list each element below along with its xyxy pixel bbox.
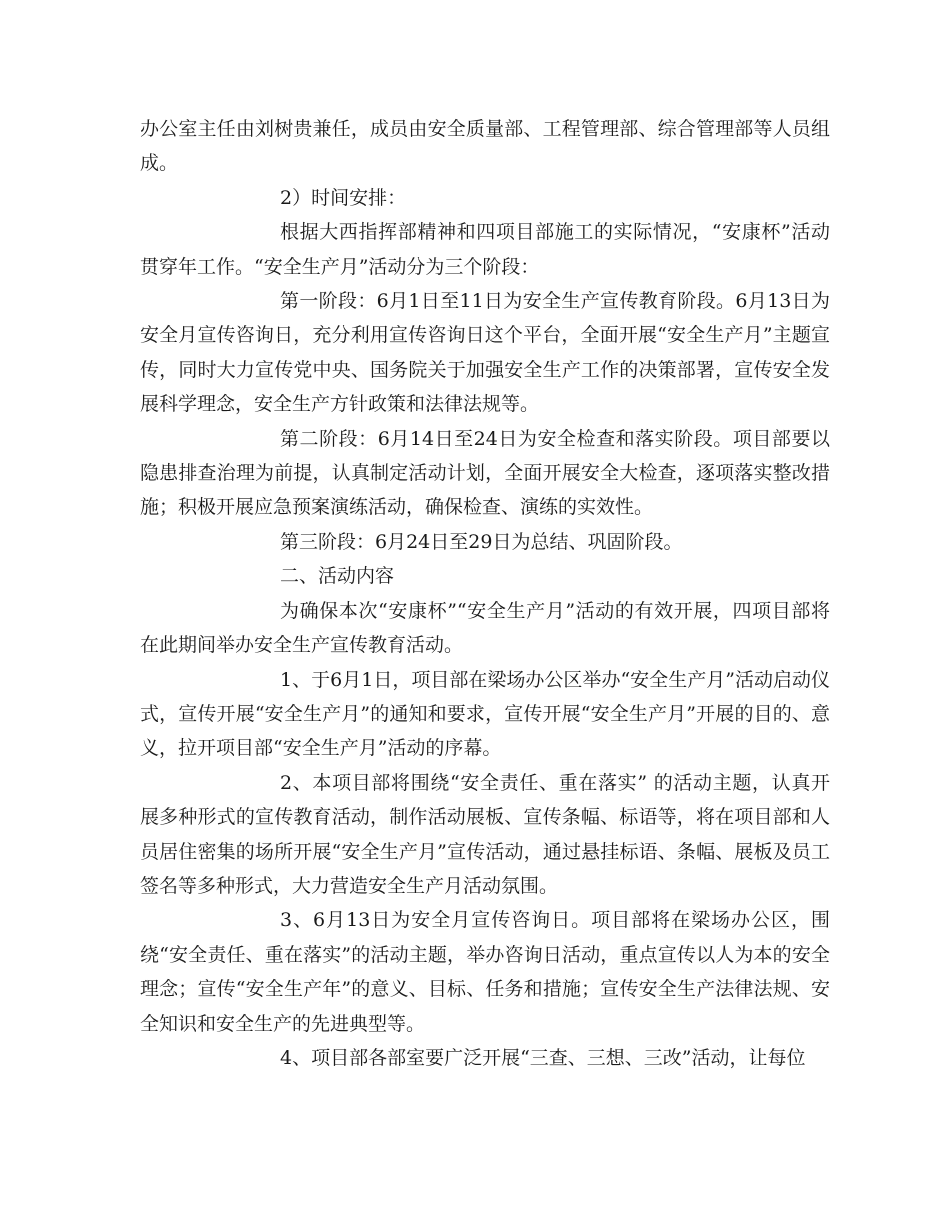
list-item: 2、本项目部将围绕“安全责任、重在落实” 的活动主题，认真开展多种形式的宣传教育活动，制作活动展板、宣传条幅、标语等，将在项目部和人员居住密集的场所开展“安全生产月”宣传活动，通过悬挂标语、条幅、展板及员工签名等多种形式，大力营造安全生产月活动氛围。 — [140, 771, 830, 897]
paragraph: 办公室主任由刘树贵兼任，成员由安全质量部、工程管理部、综合管理部等人员组成。 — [140, 118, 830, 175]
paragraph: 第三阶段：6月24日至29日为总结、巩固阶段。 — [280, 530, 683, 553]
paragraph: 2）时间安排： — [280, 186, 407, 209]
list-item: 1、于6月1日，项目部在梁场办公区举办“安全生产月”活动启动仪式，宣传开展“安全生产月”的通知和要求，宣传开展“安全生产月”开展的目的、意义，拉开项目部“安全生产月”活动的序幕。 — [140, 668, 830, 760]
paragraph: 第二阶段：6月14日至24日为安全检查和落实阶段。项目部要以隐患排查治理为前提，认真制定活动计划，全面开展安全大检查，逐项落实整改措施；积极开展应急预案演练活动，确保检查、演练的实效性。 — [140, 427, 830, 519]
document-body — [140, 112, 830, 1075]
list-item: 4、项目部各部室要广泛开展“三查、三想、三改”活动，让每位 — [280, 1046, 806, 1069]
paragraph: 根据大西指挥部精神和四项目部施工的实际情况，“安康杯”活动贯穿年工作。“安全生产月”活动分为三个阶段： — [140, 221, 830, 278]
paragraph: 第一阶段：6月1日至11日为安全生产宣传教育阶段。6月13日为安全月宣传咨询日，充分利用宣传咨询日这个平台，全面开展“安全生产月”主题宣传，同时大力宣传党中央、国务院关于加强安全生产工作的决策部署，宣传安全发展科学理念，安全生产方针政策和法律法规等。 — [140, 290, 830, 416]
paragraph: 为确保本次“安康杯”“安全生产月”活动的有效开展，四项目部将在此期间举办安全生产宣传教育活动。 — [140, 599, 830, 657]
list-item: 3、6月13日为安全月宣传咨询日。项目部将在梁场办公区，围绕“安全责任、重在落实”的活动主题，举办咨询日活动，重点宣传以人为本的安全理念；宣传“安全生产年”的意义、目标、任务和措施；宣传安全生产法律法规、安全知识和安全生产的先进典型等。 — [140, 909, 830, 1035]
section-heading: 二、活动内容 — [280, 565, 395, 588]
